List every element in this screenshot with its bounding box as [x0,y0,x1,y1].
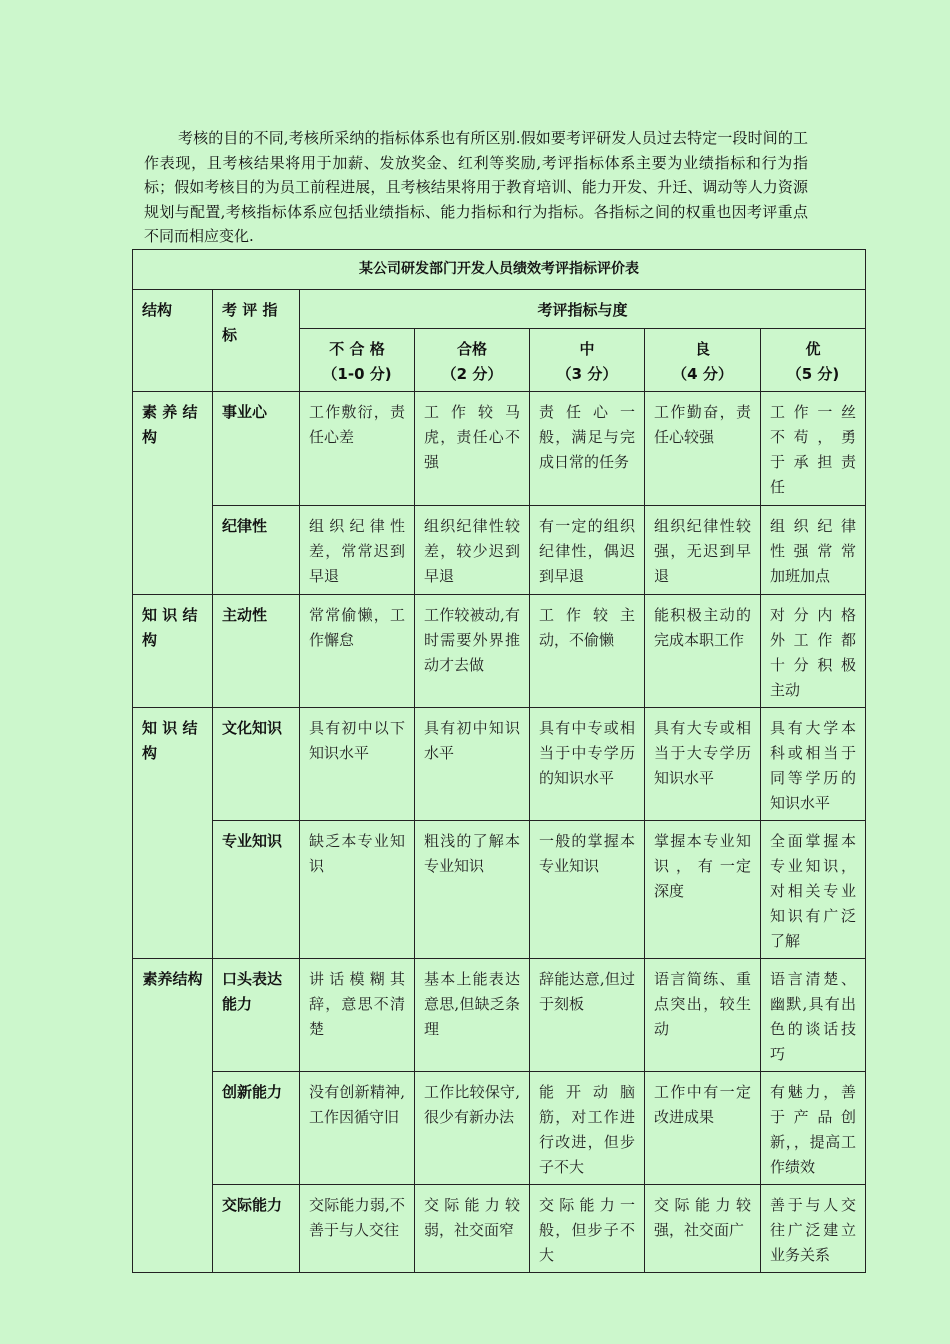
grade-cell: 工 作 较 主动，不偷懒 [530,595,645,708]
grade-cell: 工作较被动,有时需要外界推动才去做 [415,595,530,708]
grade-cell: 有魅力，善于 产 品 创新，，提高工作绩效 [761,1072,866,1185]
grade-cell: 常常偷懒，工作懈怠 [300,595,415,708]
header-grade-good [645,329,761,392]
grade-name: 合格 [456,340,487,358]
grade-cell: 交际能力一般，但步子不大 [530,1185,645,1273]
table-row [133,959,866,1072]
grade-cell: 工作中有一定改进成果 [645,1072,761,1185]
grade-cell: 交际能力弱,不善于与人交往 [300,1185,415,1273]
table-row [133,1072,866,1185]
grade-cell: 对 分 内 格外 工 作 都十 分 积 极主动 [761,595,866,708]
indicator-cell: 创新能力 [213,1072,300,1185]
structure-cell: 素养结构 [133,959,213,1273]
header-grade-group: 考评指标与度 [300,290,866,329]
header-structure: 结构 [133,290,213,392]
header-grade-fail [300,329,415,392]
header-indicator: 考 评 指 标 [213,290,300,392]
grade-cell: 组 织 纪 律性 强 常 常加班加点 [761,506,866,595]
grade-name: 不 合 格 [329,340,385,358]
grade-cell: 有一定的组织纪律性，偶迟到早退 [530,506,645,595]
grade-cell: 组织纪律性较强，无迟到早退 [645,506,761,595]
grade-cell: 掌握本专业知 识 ， 有 一定深度 [645,821,761,959]
grade-cell: 具有中专或相当于中专学历的知识水平 [530,708,645,821]
grade-cell: 语言清楚、幽默,具有出色的谈话技巧 [761,959,866,1072]
grade-name: 良 [694,340,710,358]
grade-cell: 责 任 心 一般，满足与完成日常的任务 [530,392,645,506]
grade-cell: 能 开 动 脑筋，对工作进行改进，但步子不大 [530,1072,645,1185]
grade-score: （1-0 分) [322,365,392,383]
indicator-cell: 口头表达能力 [213,959,300,1072]
grade-cell: 交际能力较弱，社交面窄 [415,1185,530,1273]
grade-cell: 具有初中以下知识水平 [300,708,415,821]
grade-cell: 粗浅的了解本专业知识 [415,821,530,959]
grade-cell: 缺乏本专业知识 [300,821,415,959]
structure-cell: 素 养 结构 [133,392,213,595]
indicator-cell: 事业心 [213,392,300,506]
grade-cell: 交际能力较强，社交面广 [645,1185,761,1273]
structure-cell: 知 识 结构 [133,708,213,959]
grade-score: （2 分） [441,365,503,383]
header-grade-medium [530,329,645,392]
grade-cell: 能积极主动的完成本职工作 [645,595,761,708]
structure-cell: 知 识 结构 [133,595,213,708]
grade-cell: 具有大学本科或相当于同等学历的知识水平 [761,708,866,821]
grade-cell: 语言简练、重点突出，较生动 [645,959,761,1072]
indicator-cell: 主动性 [213,595,300,708]
grade-cell: 具有初中知识水平 [415,708,530,821]
indicator-cell: 文化知识 [213,708,300,821]
table-row [133,708,866,821]
table-row [133,506,866,595]
table-row [133,595,866,708]
indicator-cell: 纪律性 [213,506,300,595]
grade-score: （4 分） [672,365,733,383]
table-row [133,392,866,506]
indicator-cell: 交际能力 [213,1185,300,1273]
header-grade-excellent [761,329,866,392]
grade-cell: 组织纪律性差，常常迟到早退 [300,506,415,595]
grade-name: 优 [805,340,821,358]
grade-cell: 善于与人交往广泛建立业务关系 [761,1185,866,1273]
grade-score: （3 分） [556,365,618,383]
grade-cell: 没有创新精神,工作因循守旧 [300,1072,415,1185]
table-row [133,821,866,959]
table-row [133,1185,866,1273]
grade-cell: 一般的掌握本专业知识 [530,821,645,959]
evaluation-table [132,249,866,1273]
grade-cell: 具有大专或相当于大专学历知识水平 [645,708,761,821]
table-title: 某公司研发部门开发人员绩效考评指标评价表 [133,250,866,290]
intro-paragraph: 考核的目的不同,考核所采纳的指标体系也有所区别.假如要考评研发人员过去特定一段时间的工作表现，且考核结果将用于加薪、发放奖金、红利等奖励,考评指标体系主要为业绩指标和行为指标；假如考核目的为员工前程进展，且考核结果将用于教育培训、能力开发、升迁、调动等人力资源规划与配置,考核指标体系应包括业绩指标、能力指标和行为指标。各指标之间的权重也因考评重点不同而相应变化. [144,129,808,245]
grade-cell: 工 作 一 丝不 苟 ， 勇于 承 担 责任 [761,392,866,506]
grade-cell: 工作比较保守,很少有新办法 [415,1072,530,1185]
grade-cell: 全面掌握本专业知识，对相关专业知识有广泛了解 [761,821,866,959]
grade-cell: 基本上能表达意思,但缺乏条理 [415,959,530,1072]
grade-name: 中 [579,340,595,358]
grade-cell: 工作勤奋，责任心较强 [645,392,761,506]
header-grade-pass [415,329,530,392]
grade-cell: 辞能达意,但过于刻板 [530,959,645,1072]
indicator-cell: 专业知识 [213,821,300,959]
grade-cell: 讲话模糊其辞，意思不清楚 [300,959,415,1072]
grade-cell: 组织纪律性较差，较少迟到早退 [415,506,530,595]
grade-score: （5 分) [786,365,840,383]
grade-cell: 工作敷衍，责任心差 [300,392,415,506]
grade-cell: 工 作 较 马虎，责任心不强 [415,392,530,506]
